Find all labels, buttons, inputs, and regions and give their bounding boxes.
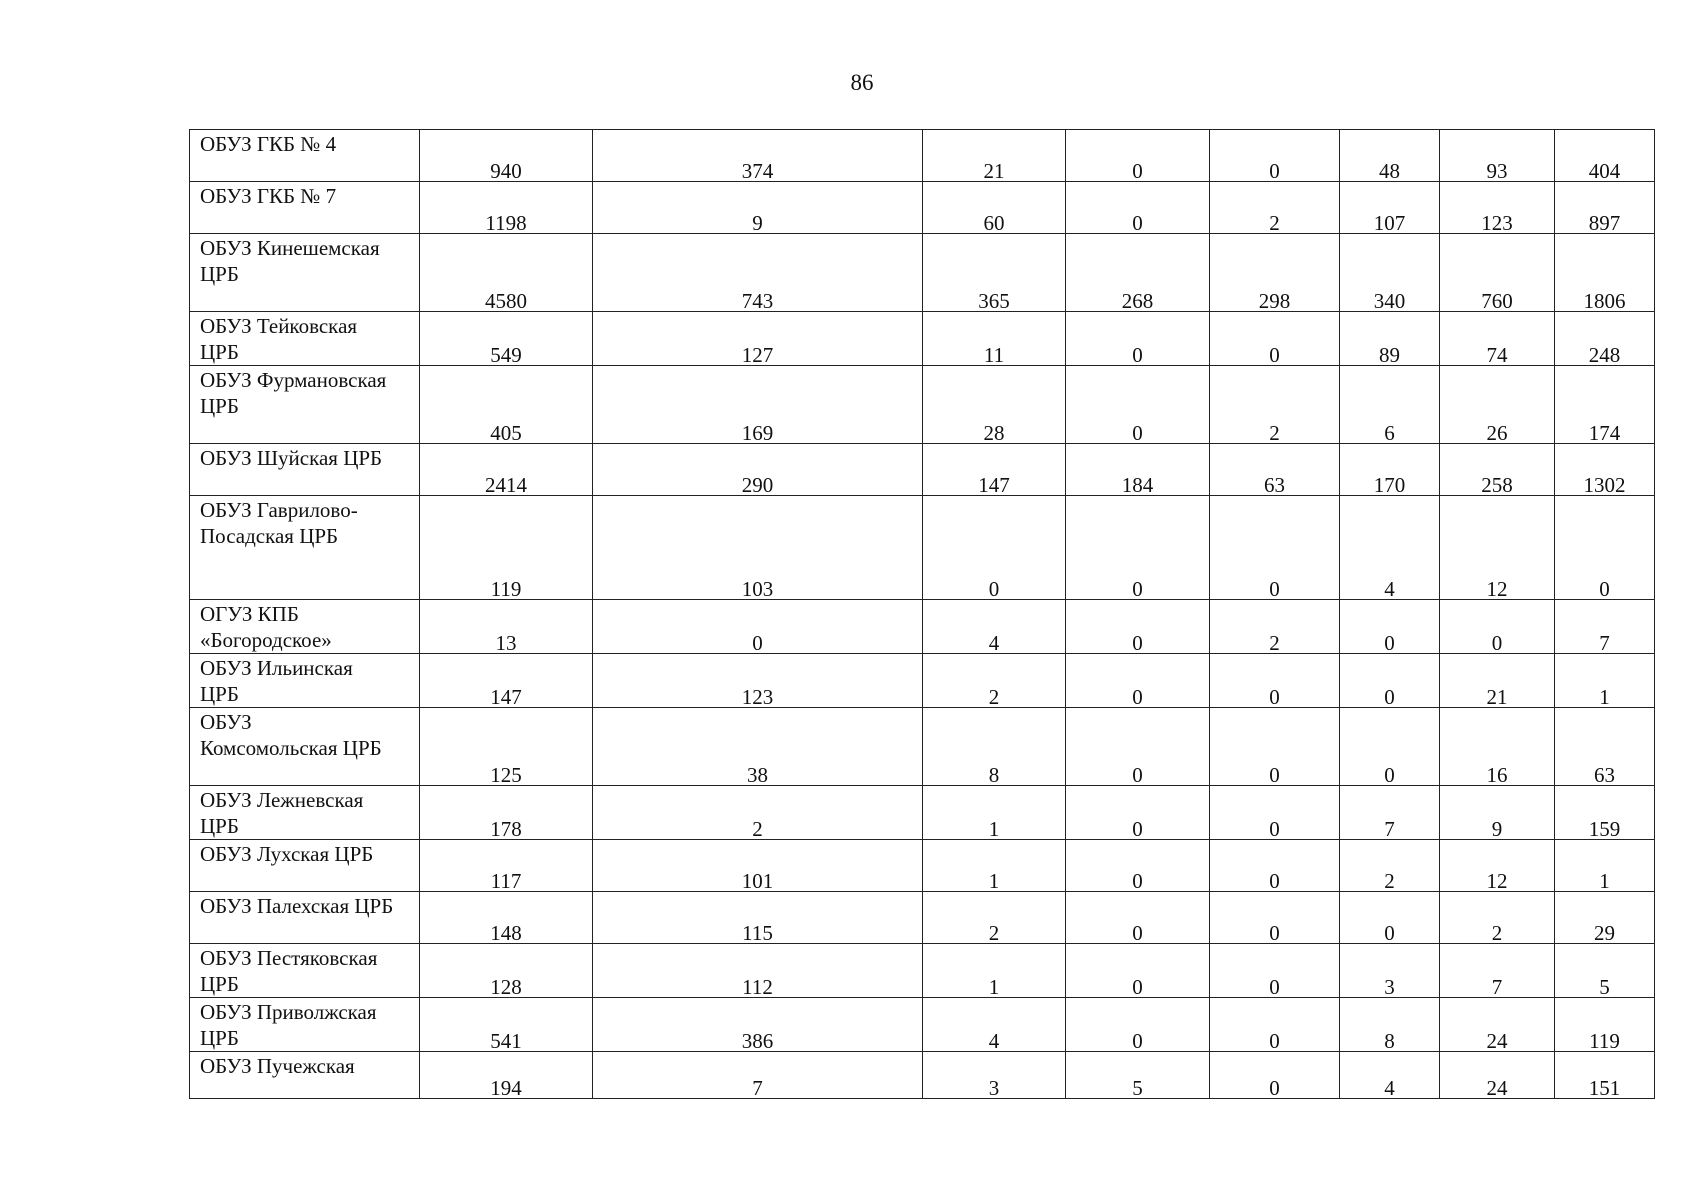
value-cell-col-8: [1555, 366, 1655, 444]
value-text: 1302: [1583, 473, 1626, 496]
value-text: 29: [1594, 921, 1615, 944]
value-text: 3: [1384, 975, 1395, 998]
value-text: 940: [490, 159, 522, 182]
value-cell-col-6: [1340, 708, 1440, 786]
value-text: 11: [983, 343, 1005, 366]
value-text: 549: [490, 343, 522, 366]
value-text: 386: [741, 1029, 774, 1052]
value-cell-col-6: [1340, 892, 1440, 944]
value-cell-col-5: [1210, 600, 1340, 654]
value-text: 0: [1132, 577, 1143, 600]
value-cell-col-2: [593, 130, 923, 182]
value-cell-col-3: [923, 840, 1066, 892]
value-text: 760: [1481, 289, 1513, 312]
value-text: 2: [988, 685, 1000, 708]
value-cell-col-2: [593, 786, 923, 840]
value-cell-col-8: [1555, 234, 1655, 312]
table-row: [190, 786, 1655, 840]
value-cell-col-8: [1555, 654, 1655, 708]
value-cell-col-8: [1555, 1052, 1655, 1099]
value-cell-col-3: [923, 130, 1066, 182]
table-row: [190, 182, 1655, 234]
institution-name-cell: ОБУЗ Комсомольская ЦРБ: [190, 708, 420, 786]
value-cell-col-7: [1440, 496, 1555, 600]
value-cell-col-5: [1210, 708, 1340, 786]
value-text: 4: [1384, 1076, 1395, 1099]
value-text: 1: [1599, 869, 1610, 892]
value-text: 0: [1269, 343, 1280, 366]
value-text: 16: [1486, 763, 1508, 786]
value-cell-col-8: [1555, 312, 1655, 366]
institution-name-cell: ОБУЗ ГКБ № 7: [190, 182, 420, 234]
value-cell-col-2: [593, 366, 923, 444]
value-text: 119: [1589, 1029, 1620, 1052]
value-cell-col-5: [1210, 130, 1340, 182]
value-cell-col-8: [1555, 840, 1655, 892]
value-cell-col-5: [1210, 786, 1340, 840]
value-cell-col-6: [1340, 496, 1440, 600]
value-cell-col-8: [1555, 786, 1655, 840]
value-text: 4: [988, 631, 1000, 654]
value-cell-col-1: [420, 182, 593, 234]
value-cell-col-6: [1340, 234, 1440, 312]
table-row: [190, 654, 1655, 708]
value-cell-col-5: [1210, 234, 1340, 312]
value-text: 115: [742, 921, 773, 944]
value-cell-col-2: [593, 708, 923, 786]
table-row: [190, 366, 1655, 444]
value-cell-col-2: [593, 998, 923, 1052]
value-text: 0: [1269, 685, 1280, 708]
value-cell-col-1: [420, 312, 593, 366]
institution-name-cell: ОБУЗ Кинешемская ЦРБ: [190, 234, 420, 312]
value-text: 290: [741, 473, 774, 496]
value-text: 125: [490, 763, 522, 786]
value-text: 258: [1481, 473, 1513, 496]
value-text: 0: [1269, 1029, 1280, 1052]
value-text: 147: [978, 473, 1010, 496]
table-row: [190, 234, 1655, 312]
value-text: 60: [983, 211, 1005, 234]
value-cell-col-6: [1340, 312, 1440, 366]
value-text: 1: [988, 817, 1000, 840]
page-number: 86: [850, 70, 874, 95]
value-cell-col-5: [1210, 366, 1340, 444]
value-cell-col-8: [1555, 496, 1655, 600]
table-row: [190, 892, 1655, 944]
value-text: 2: [988, 921, 1000, 944]
value-cell-col-6: [1340, 1052, 1440, 1099]
value-cell-col-1: [420, 892, 593, 944]
value-text: 24: [1486, 1029, 1508, 1052]
value-cell-col-2: [593, 312, 923, 366]
value-text: 194: [490, 1076, 522, 1099]
value-cell-col-4: [1066, 600, 1210, 654]
value-cell-col-1: [420, 600, 593, 654]
value-cell-col-4: [1066, 1052, 1210, 1099]
value-text: 298: [1258, 289, 1291, 312]
table-row: [190, 312, 1655, 366]
value-text: 169: [741, 421, 774, 444]
institution-name-cell: ОБУЗ ГКБ № 4: [190, 130, 420, 182]
value-cell-col-4: [1066, 708, 1210, 786]
institution-name-cell: ОБУЗ Лежневская ЦРБ: [190, 786, 420, 840]
value-text: 2: [1269, 631, 1280, 654]
value-text: 123: [741, 685, 774, 708]
value-text: 0: [1269, 975, 1280, 998]
value-text: 151: [1588, 1076, 1621, 1099]
institution-name-cell: ОБУЗ Пестяковская ЦРБ: [190, 944, 420, 998]
value-cell-col-7: [1440, 130, 1555, 182]
value-text: 0: [1132, 685, 1143, 708]
value-cell-col-1: [420, 786, 593, 840]
value-text: 0: [1269, 869, 1280, 892]
value-text: 7: [1491, 975, 1503, 998]
value-text: 897: [1588, 211, 1621, 234]
value-text: 159: [1588, 817, 1621, 840]
value-cell-col-2: [593, 892, 923, 944]
value-cell-col-3: [923, 708, 1066, 786]
value-text: 0: [1269, 1076, 1280, 1099]
value-text: 147: [490, 685, 522, 708]
value-cell-col-5: [1210, 182, 1340, 234]
value-text: 48: [1379, 159, 1400, 182]
value-text: 1: [988, 975, 1000, 998]
value-text: 74: [1486, 343, 1508, 366]
value-cell-col-5: [1210, 496, 1340, 600]
value-text: 0: [1132, 1029, 1143, 1052]
value-cell-col-3: [923, 944, 1066, 998]
value-cell-col-6: [1340, 654, 1440, 708]
value-text: 0: [1132, 421, 1143, 444]
value-cell-col-5: [1210, 892, 1340, 944]
value-cell-col-3: [923, 496, 1066, 600]
value-cell-col-4: [1066, 234, 1210, 312]
value-text: 0: [1599, 577, 1610, 600]
value-text: 365: [978, 289, 1010, 312]
value-text: 101: [741, 869, 774, 892]
value-cell-col-7: [1440, 366, 1555, 444]
value-cell-col-1: [420, 840, 593, 892]
value-cell-col-5: [1210, 312, 1340, 366]
value-cell-col-3: [923, 312, 1066, 366]
value-cell-col-1: [420, 1052, 593, 1099]
value-cell-col-1: [420, 234, 593, 312]
value-cell-col-7: [1440, 786, 1555, 840]
value-cell-col-2: [593, 234, 923, 312]
value-cell-col-2: [593, 600, 923, 654]
value-cell-col-4: [1066, 840, 1210, 892]
value-text: 0: [752, 631, 763, 654]
value-cell-col-8: [1555, 892, 1655, 944]
institution-name-cell: ОБУЗ Ильинская ЦРБ: [190, 654, 420, 708]
value-text: 7: [752, 1076, 763, 1099]
value-cell-col-8: [1555, 944, 1655, 998]
value-cell-col-7: [1440, 892, 1555, 944]
value-text: 5: [1599, 975, 1610, 998]
institution-name-cell: ОБУЗ Шуйская ЦРБ: [190, 444, 420, 496]
value-cell-col-3: [923, 182, 1066, 234]
value-cell-col-7: [1440, 600, 1555, 654]
value-cell-col-4: [1066, 944, 1210, 998]
value-cell-col-6: [1340, 130, 1440, 182]
value-cell-col-1: [420, 130, 593, 182]
table-row: [190, 496, 1655, 600]
value-cell-col-7: [1440, 182, 1555, 234]
value-text: 2: [1384, 869, 1395, 892]
value-cell-col-8: [1555, 600, 1655, 654]
value-cell-col-6: [1340, 366, 1440, 444]
value-cell-col-4: [1066, 892, 1210, 944]
value-text: 541: [490, 1029, 522, 1052]
value-text: 0: [1132, 763, 1143, 786]
value-cell-col-7: [1440, 998, 1555, 1052]
value-text: 6: [1384, 421, 1395, 444]
value-text: 107: [1373, 211, 1406, 234]
value-cell-col-5: [1210, 944, 1340, 998]
value-text: 2: [752, 817, 763, 840]
value-cell-col-5: [1210, 654, 1340, 708]
value-text: 4580: [485, 289, 527, 312]
value-text: 117: [490, 869, 522, 892]
value-text: 1198: [485, 211, 527, 234]
value-cell-col-2: [593, 944, 923, 998]
value-cell-col-3: [923, 600, 1066, 654]
institution-name-cell: ОБУЗ Гаврилово- Посадская ЦРБ: [190, 496, 420, 600]
value-text: 0: [1132, 343, 1143, 366]
value-cell-col-5: [1210, 444, 1340, 496]
value-text: 8: [988, 763, 1000, 786]
value-cell-col-3: [923, 654, 1066, 708]
value-cell-col-7: [1440, 1052, 1555, 1099]
value-text: 5: [1132, 1076, 1143, 1099]
value-text: 1: [988, 869, 1000, 892]
institution-name-cell: ОБУЗ Приволжская ЦРБ: [190, 998, 420, 1052]
institution-name-cell: ОБУЗ Лухская ЦРБ: [190, 840, 420, 892]
data-table: [189, 129, 1655, 1099]
value-text: 2: [1269, 421, 1280, 444]
value-cell-col-1: [420, 998, 593, 1052]
value-cell-col-8: [1555, 708, 1655, 786]
value-cell-col-2: [593, 654, 923, 708]
value-text: 0: [1384, 685, 1395, 708]
value-text: 178: [490, 817, 522, 840]
value-cell-col-2: [593, 444, 923, 496]
value-cell-col-2: [593, 496, 923, 600]
value-text: 0: [1269, 577, 1280, 600]
value-text: 405: [490, 421, 522, 444]
value-text: 743: [741, 289, 774, 312]
value-text: 8: [1384, 1029, 1395, 1052]
value-cell-col-4: [1066, 786, 1210, 840]
value-text: 2: [1491, 921, 1503, 944]
value-text: 0: [1269, 159, 1280, 182]
value-cell-col-3: [923, 1052, 1066, 1099]
value-text: 148: [490, 921, 522, 944]
value-cell-col-3: [923, 234, 1066, 312]
value-text: 0: [1132, 817, 1143, 840]
value-cell-col-5: [1210, 998, 1340, 1052]
value-text: 4: [1384, 577, 1395, 600]
value-text: 12: [1486, 869, 1508, 892]
value-text: 248: [1588, 343, 1621, 366]
value-text: 268: [1121, 289, 1154, 312]
value-text: 21: [983, 159, 1005, 182]
value-cell-col-7: [1440, 312, 1555, 366]
value-cell-col-1: [420, 444, 593, 496]
value-cell-col-3: [923, 892, 1066, 944]
value-cell-col-3: [923, 998, 1066, 1052]
table-row: [190, 944, 1655, 998]
value-cell-col-2: [593, 182, 923, 234]
value-text: 9: [1491, 817, 1503, 840]
value-text: 184: [1121, 473, 1154, 496]
institution-name-cell: ОБУЗ Тейковская ЦРБ: [190, 312, 420, 366]
value-text: 24: [1486, 1076, 1508, 1099]
value-cell-col-7: [1440, 840, 1555, 892]
value-cell-col-3: [923, 444, 1066, 496]
table-row: [190, 600, 1655, 654]
value-cell-col-8: [1555, 998, 1655, 1052]
value-text: 112: [742, 975, 773, 998]
value-cell-col-1: [420, 366, 593, 444]
value-cell-col-1: [420, 654, 593, 708]
value-cell-col-4: [1066, 496, 1210, 600]
value-text: 0: [1132, 211, 1143, 234]
value-text: 404: [1588, 159, 1621, 182]
value-cell-col-5: [1210, 1052, 1340, 1099]
value-text: 63: [1264, 473, 1285, 496]
value-cell-col-7: [1440, 708, 1555, 786]
value-text: 0: [1132, 631, 1143, 654]
value-cell-col-7: [1440, 944, 1555, 998]
value-text: 0: [1132, 975, 1143, 998]
value-text: 1: [1599, 685, 1610, 708]
value-cell-col-8: [1555, 182, 1655, 234]
value-cell-col-2: [593, 1052, 923, 1099]
value-cell-col-6: [1340, 944, 1440, 998]
table-body: [190, 130, 1655, 1099]
value-cell-col-3: [923, 786, 1066, 840]
value-text: 3: [988, 1076, 1000, 1099]
value-cell-col-1: [420, 708, 593, 786]
value-cell-col-4: [1066, 182, 1210, 234]
table-row: [190, 998, 1655, 1052]
value-cell-col-6: [1340, 444, 1440, 496]
value-cell-col-5: [1210, 840, 1340, 892]
value-cell-col-3: [923, 366, 1066, 444]
value-cell-col-6: [1340, 840, 1440, 892]
table-row: [190, 130, 1655, 182]
value-text: 0: [1491, 631, 1503, 654]
value-text: 0: [1132, 869, 1143, 892]
value-cell-col-7: [1440, 234, 1555, 312]
value-cell-col-6: [1340, 182, 1440, 234]
value-text: 174: [1588, 421, 1621, 444]
value-cell-col-2: [593, 840, 923, 892]
value-text: 38: [747, 763, 768, 786]
value-text: 28: [983, 421, 1005, 444]
value-text: 63: [1594, 763, 1615, 786]
value-text: 0: [1269, 763, 1280, 786]
value-cell-col-6: [1340, 600, 1440, 654]
value-cell-col-4: [1066, 130, 1210, 182]
value-text: 0: [1132, 921, 1143, 944]
value-cell-col-4: [1066, 444, 1210, 496]
value-text: 26: [1486, 421, 1508, 444]
value-text: 89: [1379, 343, 1400, 366]
value-cell-col-1: [420, 944, 593, 998]
value-text: 170: [1373, 473, 1406, 496]
value-text: 103: [741, 577, 774, 600]
institution-name-cell: ОБУЗ Палехская ЦРБ: [190, 892, 420, 944]
value-text: 123: [1481, 211, 1513, 234]
institution-name-cell: ОГУЗ КПБ «Богородское»: [190, 600, 420, 654]
value-text: 12: [1486, 577, 1508, 600]
value-cell-col-8: [1555, 444, 1655, 496]
value-cell-col-4: [1066, 998, 1210, 1052]
value-cell-col-7: [1440, 444, 1555, 496]
value-cell-col-1: [420, 496, 593, 600]
value-text: 128: [490, 975, 522, 998]
table-row: [190, 708, 1655, 786]
value-text: 0: [1132, 159, 1143, 182]
value-text: 374: [741, 159, 774, 182]
table-row: [190, 1052, 1655, 1099]
value-text: 119: [490, 577, 522, 600]
value-text: 2414: [485, 473, 527, 496]
value-text: 0: [1384, 921, 1395, 944]
value-text: 7: [1599, 631, 1610, 654]
value-cell-col-7: [1440, 654, 1555, 708]
value-text: 21: [1486, 685, 1508, 708]
value-cell-col-6: [1340, 998, 1440, 1052]
value-text: 93: [1486, 159, 1508, 182]
value-text: 4: [988, 1029, 1000, 1052]
value-text: 0: [1384, 763, 1395, 786]
value-cell-col-4: [1066, 312, 1210, 366]
table-row: [190, 444, 1655, 496]
value-cell-col-4: [1066, 654, 1210, 708]
value-text: 127: [741, 343, 774, 366]
institution-name-cell: ОБУЗ Пучежская: [190, 1052, 420, 1099]
value-text: 7: [1384, 817, 1395, 840]
value-text: 0: [1384, 631, 1395, 654]
value-text: 9: [752, 211, 763, 234]
institution-name-cell: ОБУЗ Фурмановская ЦРБ: [190, 366, 420, 444]
value-cell-col-4: [1066, 366, 1210, 444]
value-text: 1806: [1583, 289, 1626, 312]
value-cell-col-6: [1340, 786, 1440, 840]
table-row: [190, 840, 1655, 892]
value-text: 0: [1269, 921, 1280, 944]
value-text: 0: [988, 577, 1000, 600]
value-text: 2: [1269, 211, 1280, 234]
value-text: 0: [1269, 817, 1280, 840]
value-text: 13: [495, 631, 517, 654]
value-text: 340: [1373, 289, 1406, 312]
value-cell-col-8: [1555, 130, 1655, 182]
